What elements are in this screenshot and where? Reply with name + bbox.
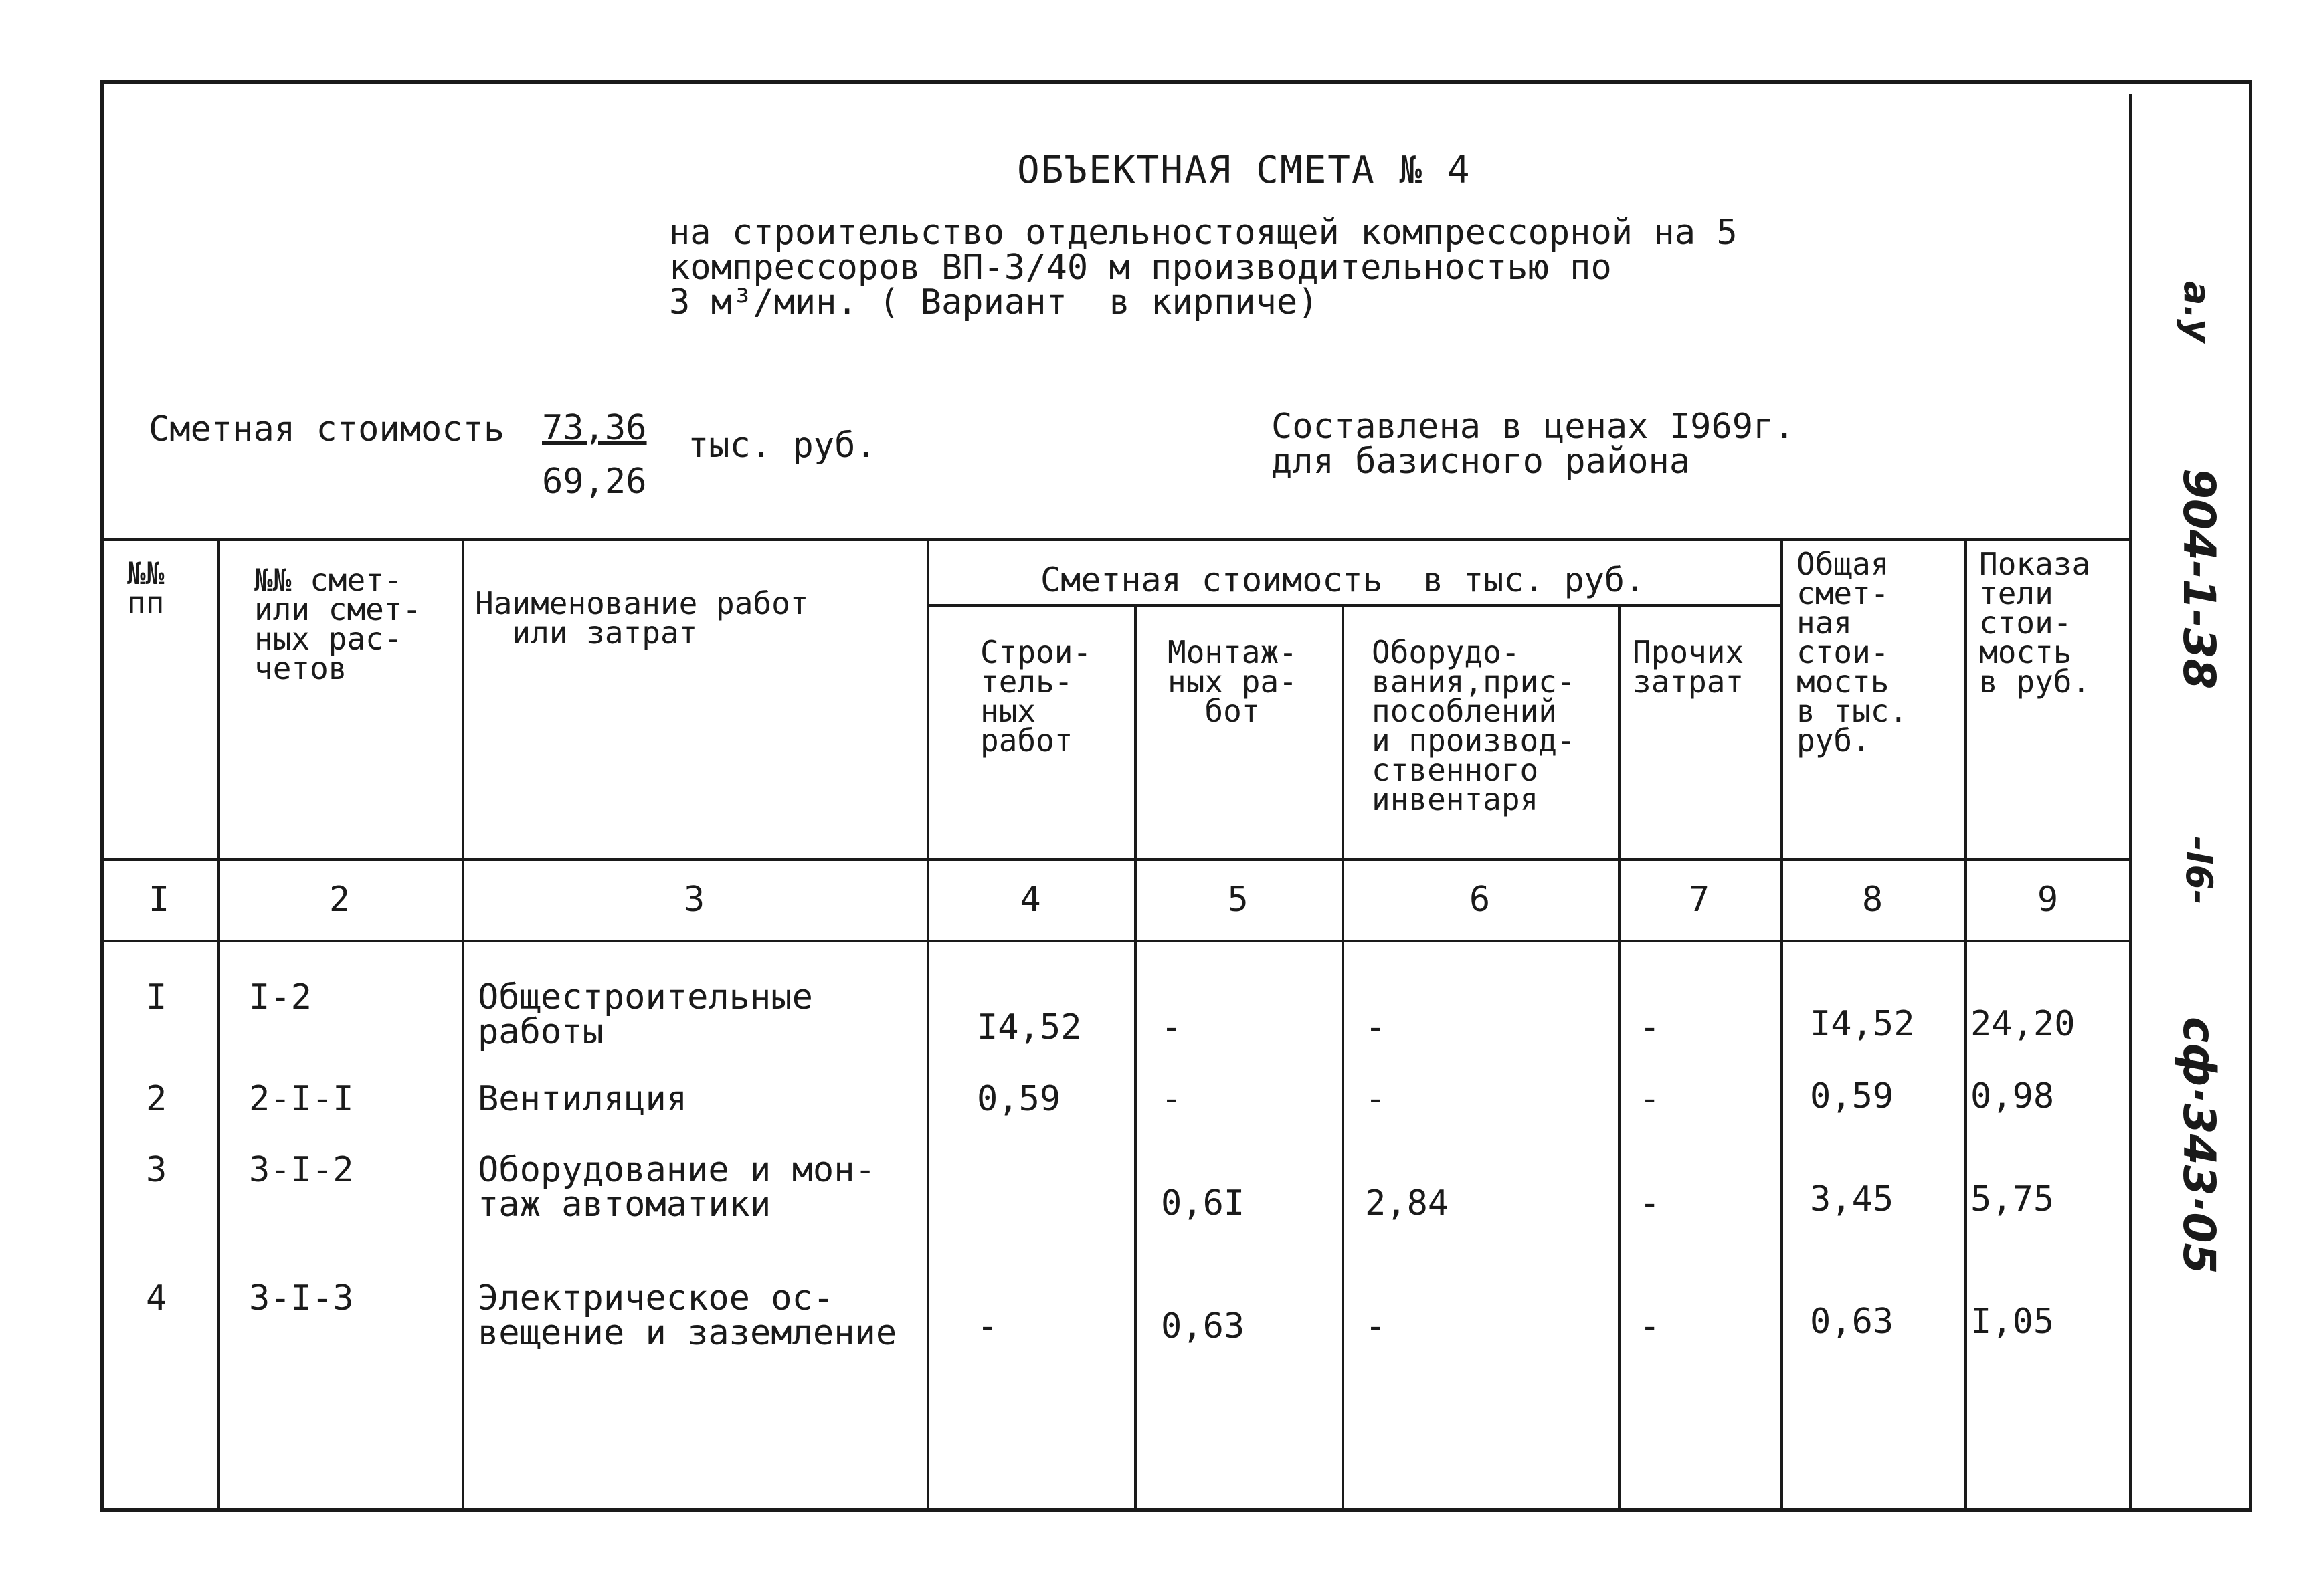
side-code-part: сф·343·05 [2173,1017,2225,1274]
row1-col8: I4,52 [1810,1004,1915,1044]
header-col5: Монтаж- ных ра- бот [1168,634,1297,729]
col-divider [1342,604,1344,1512]
row2-number: 2 [146,1079,167,1119]
col-divider [1964,538,1967,1512]
price-basis [1271,407,1795,482]
row1-col9: 24,20 [1970,1004,2075,1044]
row4-col4: - [977,1306,998,1346]
row2-name: Вентиляция [478,1079,688,1119]
row2-col6: - [1365,1079,1386,1119]
header-col8: Общая смет- ная стои- мость в тыс. руб. [1796,546,1908,759]
side-code [2141,94,2228,1498]
col-divider [1780,538,1783,1512]
row3-number: 3 [146,1150,167,1190]
row4-col8: 0,63 [1810,1302,1894,1342]
col-number: 8 [1861,880,1883,920]
header-group: Сметная стоимость в тыс. руб. [1040,561,1645,599]
col-number: 4 [1020,880,1041,920]
header-col3: Наименование работ или затрат [475,585,809,651]
cost-value: 73,36 [542,408,647,448]
row3-name: Оборудование и мон- таж автоматики [478,1150,876,1225]
header-col7: Прочих затрат [1633,634,1744,700]
cost-label: Сметная стоимость [149,409,505,450]
col-number: 5 [1227,880,1249,920]
header-col4: Строи- тель- ных работ [980,634,1092,759]
price-basis-line: Составлена в ценах I969г. [1271,407,1795,447]
row1-col4: I4,52 [977,1007,1082,1048]
row1-col7: - [1639,1007,1661,1048]
row1-ref: I-2 [249,977,312,1017]
row2-col5: - [1161,1079,1182,1119]
row4-number: 4 [146,1278,167,1318]
row2-col7: - [1639,1079,1661,1119]
row4-ref: 3-I-3 [249,1278,354,1318]
header-col1: №№ пп [127,555,165,621]
header-divider [100,858,2131,861]
side-code-part: 904-1-38 [2173,468,2225,690]
header-col6: Оборудо- вания,прис- пособлений и производ- ственного инвентаря [1372,634,1576,817]
header-col2: №№ смет- или смет- ных рас- четов [254,562,422,686]
row4-col9: I,05 [1970,1302,2055,1342]
subtitle-line: компрессоров ВП-3/40 м производительностью по [669,247,1612,288]
document-subtitle [669,215,1738,320]
row1-col6: - [1365,1007,1386,1048]
estimate-table [100,538,2131,1512]
row3-col6: 2,84 [1365,1183,1449,1223]
row2-col8: 0,59 [1810,1076,1894,1116]
colnum-divider [100,940,2131,942]
table-top-border [100,538,2131,541]
cost-unit: тыс. руб. [688,425,876,466]
row1-number: I [146,977,167,1017]
row3-ref: 3-I-2 [249,1150,354,1190]
col-divider [1134,604,1137,1512]
col-number: 9 [2037,880,2059,920]
side-code-part: -I6- [2178,836,2220,905]
subtitle-line: 3 м³/мин. ( Вариант в кирпиче) [669,282,1319,322]
row4-col7: - [1639,1306,1661,1346]
row3-col7: - [1639,1183,1661,1223]
group-divider [927,604,1780,607]
row3-col9: 5,75 [1970,1179,2055,1219]
col-number: I [148,880,170,920]
col-divider [1618,604,1621,1512]
row3-col5: 0,6I [1161,1183,1245,1223]
row2-col9: 0,98 [1970,1076,2055,1116]
header-col9: Показа тели стои- мость в руб. [1979,546,2091,700]
document-title: ОБЪЕКТНАЯ СМЕТА № 4 [1017,148,1471,192]
col-divider [462,538,464,1512]
price-basis-line: для базисного района [1271,441,1691,482]
cost-value-alt: 69,26 [542,462,647,502]
row3-col8: 3,45 [1810,1179,1894,1219]
col-divider [217,538,220,1512]
row4-col6: - [1365,1306,1386,1346]
row2-ref: 2-I-I [249,1079,354,1119]
row4-name: Электрическое ос- вещение и заземление [478,1278,897,1353]
subtitle-line: на строительство отдельностоящей компрессорной на 5 [669,213,1738,253]
row1-col5: - [1161,1007,1182,1048]
row4-col5: 0,63 [1161,1306,1245,1346]
side-code-part: а.у [2176,281,2218,343]
col-divider [927,538,929,1512]
col-number: 6 [1469,880,1491,920]
col-number: 7 [1688,880,1710,920]
col-number: 2 [329,880,351,920]
row1-name: Общестроительные работы [478,977,813,1052]
col-number: 3 [683,880,705,920]
row2-col4: 0,59 [977,1079,1061,1119]
